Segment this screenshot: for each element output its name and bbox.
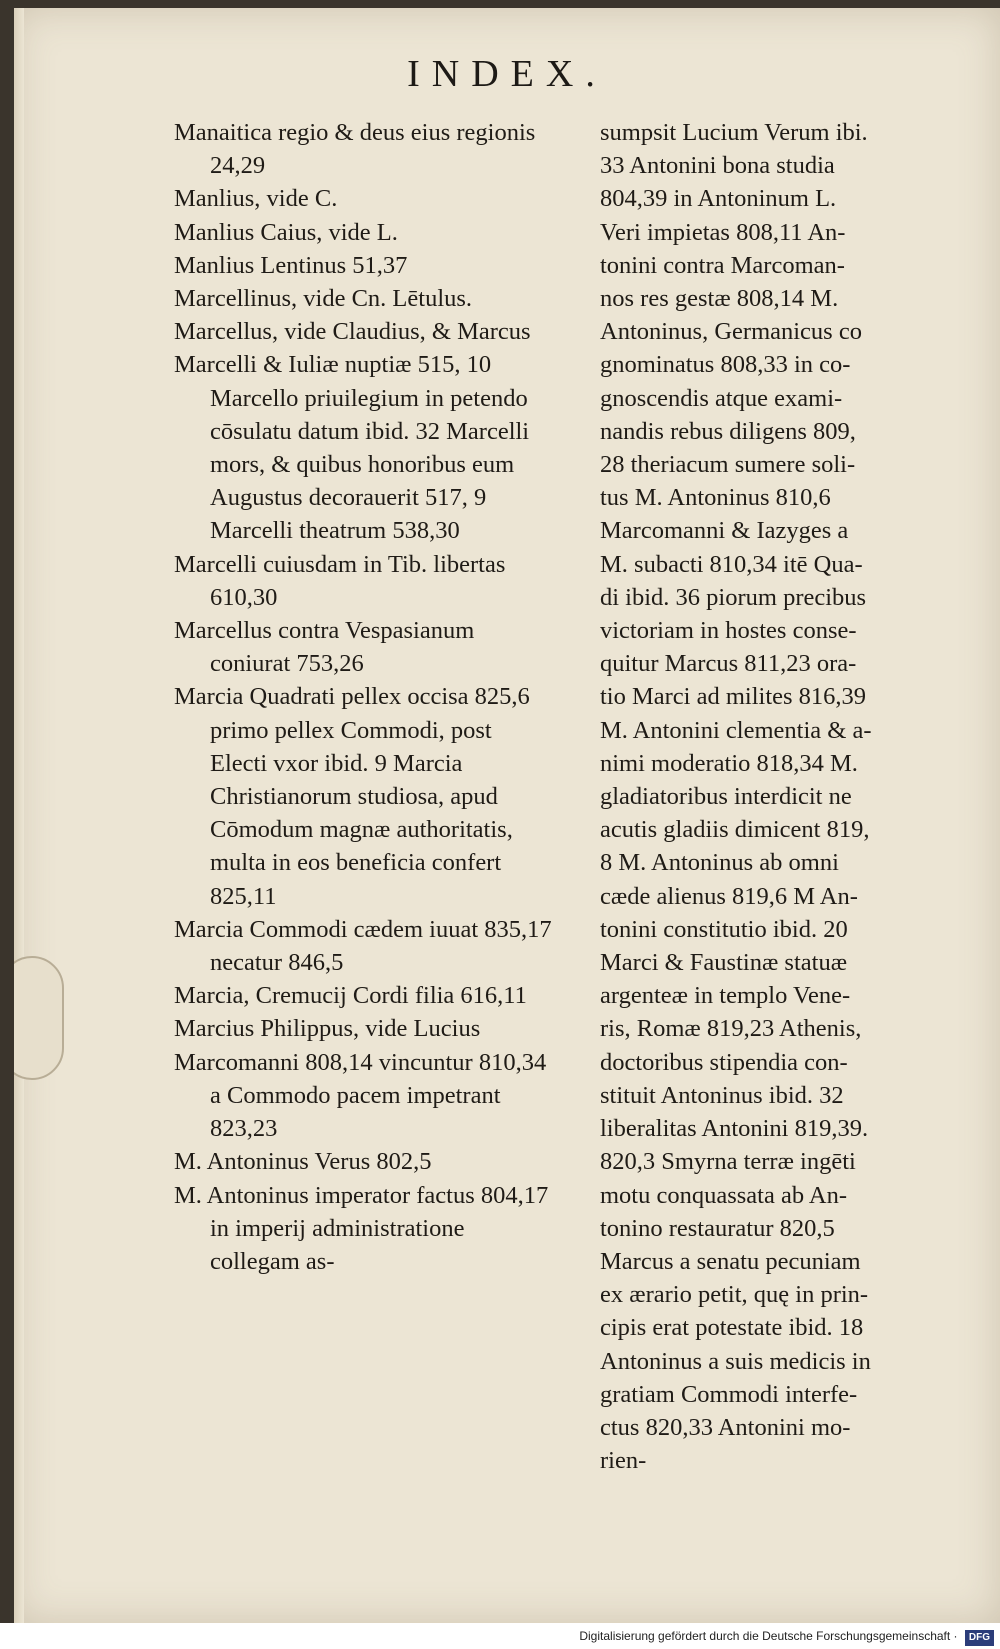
index-entry: Marcelli & Iuliæ nuptiæ 515, 10 Marcello priuilegium in petendo cōsulatu datum ibid. 32 Marcelli mors, & quibus honoribus eum Augustus decorauerit 517, 9 Marcelli theatrum 538,30 (174, 351, 530, 545)
index-line: Antoninus a suis medicis in (600, 1347, 871, 1375)
index-entry: Marcia, Cremucij Cordi filia 616,11 (174, 982, 527, 1010)
index-column-right (600, 116, 940, 1477)
index-line: argenteæ in templo Vene- (600, 982, 851, 1010)
index-line: ex ærario petit, quę in prin- (600, 1281, 869, 1309)
index-line: stituit Antoninus ibid. 32 (600, 1081, 844, 1109)
index-entry: Marcius Philippus, vide Lucius (174, 1015, 481, 1043)
index-line: nos res gestæ 808,14 M. (600, 285, 839, 313)
index-line: acutis gladiis dimicent 819, (600, 816, 870, 844)
index-entry: Marcelli cuiusdam in Tib. libertas 610,30 (174, 550, 506, 611)
index-line: nimi moderatio 818,34 M. (600, 749, 858, 777)
index-line: nandis rebus diligens 809, (600, 417, 856, 445)
index-entry: Marcia Quadrati pellex occisa 825,6 primo pellex Commodi, post Electi vxor ibid. 9 Marcia Christianorum studiosa, apud Cōmodum magnæ authoritatis, multa in eos beneficia confert 825,11 (174, 683, 530, 910)
index-line: quitur Marcus 811,23 ora- (600, 650, 857, 678)
index-line: rien- (600, 1447, 647, 1475)
index-line: sumpsit Lucium Verum ibi. (600, 119, 868, 146)
index-line: doctoribus stipendia con- (600, 1048, 848, 1076)
index-line: tonino restauratur 820,5 (600, 1214, 835, 1242)
dfg-logo: DFG (965, 1630, 994, 1646)
index-line: gratiam Commodi interfe- (600, 1380, 858, 1408)
index-entry: M. Antoninus Verus 802,5 (174, 1148, 432, 1176)
index-line: tus M. Antoninus 810,6 (600, 484, 831, 512)
page-edge (14, 8, 24, 1623)
index-line: ctus 820,33 Antonini mo- (600, 1413, 851, 1441)
page-header: INDEX. (407, 53, 607, 95)
index-line: 8 M. Antoninus ab omni (600, 849, 839, 877)
index-entry: Marcellus, vide Claudius, & Marcus (174, 318, 531, 346)
index-line: motu conquassata ab An- (600, 1181, 847, 1209)
index-entry: Marcomanni 808,14 vincuntur 810,34 a Commodo pacem impetrant 823,23 (174, 1048, 547, 1143)
index-line: M. Antonini clementia & a- (600, 716, 872, 744)
index-line: gnominatus 808,33 in co- (600, 351, 851, 379)
index-line: Marci & Faustinæ statuæ (600, 949, 848, 977)
index-line: cæde alienus 819,6 M An- (600, 882, 858, 910)
index-entry: Marcia Commodi cædem iuuat 835,17 necatur 846,5 (174, 915, 552, 977)
index-line: di ibid. 36 piorum precibus (600, 583, 867, 611)
index-line: 28 theriacum sumere soli- (600, 451, 856, 479)
index-line: 33 Antonini bona studia (600, 152, 835, 180)
index-line: tonini contra Marcoman- (600, 251, 845, 279)
page-clip-mark (14, 956, 64, 1080)
index-entry: Marcellinus, vide Cn. Lētulus. (174, 285, 473, 313)
index-line: 804,39 in Antoninum L. (600, 185, 837, 213)
index-line: ris, Romæ 819,23 Athenis, (600, 1015, 862, 1043)
index-line: gladiatoribus interdicit ne (600, 783, 852, 811)
index-line: M. subacti 810,34 itē Qua- (600, 550, 863, 578)
index-line: Veri impietas 808,11 An- (600, 218, 846, 246)
index-line: liberalitas Antonini 819,39. (600, 1115, 869, 1143)
index-line: gnoscendis atque exami- (600, 384, 843, 412)
index-line: victoriam in hostes conse- (600, 617, 857, 645)
footer-credit: Digitalisierung gefördert durch die Deutsche Forschungsgemeinschaft · (579, 1629, 958, 1643)
index-entry: Manlius Lentinus 51,37 (174, 251, 408, 279)
index-line: tonini constitutio ibid. 20 (600, 915, 848, 943)
digitization-footer (0, 1623, 1000, 1649)
index-entry: Manaitica regio & deus eius regionis 24,29 (174, 119, 536, 180)
book-page (14, 8, 1000, 1623)
index-line: 820,3 Smyrna terræ ingēti (600, 1148, 856, 1176)
index-line: Antoninus, Germanicus co (600, 318, 862, 346)
index-line: tio Marci ad milites 816,39 (600, 683, 867, 711)
index-entry: Manlius, vide C. (174, 185, 338, 213)
index-entry: Marcellus contra Vespasianum coniurat 753,26 (174, 617, 475, 678)
index-line: cipis erat potestate ibid. 18 (600, 1314, 864, 1342)
index-entry: Manlius Caius, vide L. (174, 218, 398, 246)
index-line: Marcus a senatu pecuniam (600, 1247, 861, 1275)
index-line: Marcomanni & Iazyges a (600, 517, 849, 545)
index-entry: M. Antoninus imperator factus 804,17 in imperij administratione collegam as- (174, 1181, 549, 1275)
index-column-left (174, 116, 554, 1278)
